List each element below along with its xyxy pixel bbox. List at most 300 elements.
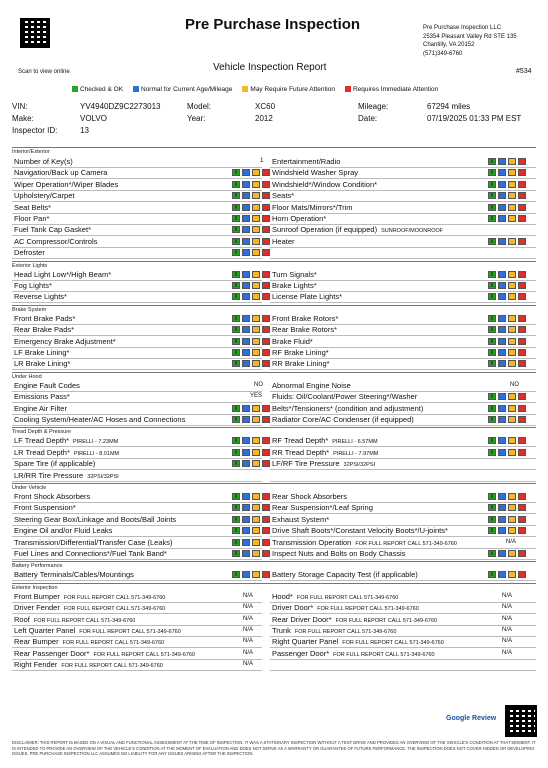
normal-status-box[interactable] <box>242 493 250 500</box>
ok-status-box[interactable]: X <box>488 504 496 511</box>
future-status-box[interactable] <box>252 338 260 345</box>
immediate-status-box[interactable] <box>262 493 270 500</box>
status-boxes <box>232 571 270 578</box>
ok-status-box[interactable]: X <box>488 349 496 356</box>
normal-status-box[interactable] <box>498 504 506 511</box>
normal-status-box[interactable] <box>498 271 506 278</box>
future-status-box[interactable] <box>252 271 260 278</box>
future-status-box[interactable] <box>252 204 260 211</box>
normal-status-box[interactable] <box>498 169 506 176</box>
row-divider <box>12 559 262 560</box>
future-status-box[interactable] <box>252 416 260 423</box>
normal-status-box[interactable] <box>498 158 506 165</box>
immediate-status-box[interactable] <box>518 527 526 534</box>
normal-status-box[interactable] <box>242 539 250 546</box>
ok-status-box[interactable]: X <box>232 349 240 356</box>
future-status-box[interactable] <box>508 493 516 500</box>
immediate-status-box[interactable] <box>518 293 526 300</box>
future-status-box[interactable] <box>508 349 516 356</box>
normal-status-box[interactable] <box>242 271 250 278</box>
normal-status-box[interactable] <box>242 326 250 333</box>
normal-status-box[interactable] <box>242 504 250 511</box>
item-label: Rear Passenger Door* <box>14 648 90 658</box>
item-label: Transmission Operation <box>272 537 352 547</box>
normal-status-box[interactable] <box>242 527 250 534</box>
normal-status-box[interactable] <box>498 516 506 523</box>
immediate-status-box[interactable] <box>518 326 526 333</box>
ok-status-box[interactable]: X <box>232 437 240 444</box>
ok-status-box[interactable]: X <box>232 249 240 256</box>
ok-status-box[interactable]: X <box>488 282 496 289</box>
ok-status-box[interactable]: X <box>232 550 240 557</box>
item-label: Front Suspension* <box>14 503 76 513</box>
ok-status-box[interactable]: X <box>232 449 240 456</box>
immediate-status-box[interactable] <box>518 493 526 500</box>
immediate-status-box[interactable] <box>262 405 270 412</box>
future-status-box[interactable] <box>252 181 260 188</box>
future-status-box[interactable] <box>508 437 516 444</box>
item-value: YES <box>250 393 263 400</box>
status-boxes <box>488 326 526 333</box>
normal-status-box[interactable] <box>242 192 250 199</box>
immediate-status-box[interactable] <box>262 249 270 256</box>
future-status-box[interactable] <box>252 550 260 557</box>
future-status-box[interactable] <box>508 516 516 523</box>
item-value: N/A <box>243 649 254 656</box>
item-label: Floor Pan* <box>14 214 50 223</box>
future-status-box[interactable] <box>508 315 516 322</box>
ok-status-box[interactable]: X <box>488 181 496 188</box>
ok-status-box[interactable]: X <box>488 204 496 211</box>
ok-status-box[interactable]: X <box>232 493 240 500</box>
immediate-status-box[interactable] <box>518 360 526 367</box>
immediate-status-box[interactable] <box>518 449 526 456</box>
item-label: Seats* <box>272 191 295 201</box>
immediate-status-box[interactable] <box>262 516 270 523</box>
normal-status-box[interactable] <box>242 338 250 345</box>
immediate-status-box[interactable] <box>262 293 270 300</box>
ok-status-box[interactable]: X <box>488 550 496 557</box>
status-boxes <box>232 449 270 456</box>
immediate-status-box[interactable] <box>518 405 526 412</box>
google-qr-icon[interactable] <box>505 705 537 737</box>
immediate-status-box[interactable] <box>518 504 526 511</box>
immediate-status-box[interactable] <box>262 226 270 233</box>
model-value: XC60 <box>255 102 276 111</box>
ok-status-box[interactable]: X <box>232 360 240 367</box>
ok-status-box[interactable]: X <box>232 338 240 345</box>
inspection-item <box>14 414 185 425</box>
future-status-box[interactable] <box>508 169 516 176</box>
future-status-box[interactable] <box>508 360 516 367</box>
status-boxes <box>232 169 270 176</box>
future-status-box[interactable] <box>508 504 516 511</box>
ok-status-box[interactable]: X <box>488 571 496 578</box>
immediate-status-box[interactable] <box>262 215 270 222</box>
status-boxes <box>232 181 270 188</box>
item-label: Roof <box>14 614 30 624</box>
immediate-status-box[interactable] <box>262 315 270 322</box>
future-status-box[interactable] <box>252 360 260 367</box>
immediate-status-box[interactable] <box>518 349 526 356</box>
google-review-link[interactable]: Google Review <box>446 715 497 722</box>
normal-status-box[interactable] <box>242 449 250 456</box>
status-boxes <box>488 360 526 367</box>
future-status-box[interactable] <box>508 550 516 557</box>
immediate-status-box[interactable] <box>262 449 270 456</box>
item-note: 32PSI/32PSI <box>87 473 119 480</box>
immediate-status-box[interactable] <box>262 504 270 511</box>
item-label: Windshield Washer Spray <box>272 168 359 178</box>
item-value: N/A <box>243 638 254 645</box>
immediate-status-box[interactable] <box>518 338 526 345</box>
inspection-item <box>272 502 373 513</box>
normal-status-box[interactable] <box>498 571 506 578</box>
future-status-box[interactable] <box>508 326 516 333</box>
immediate-status-box[interactable] <box>518 215 526 222</box>
normal-status-box[interactable] <box>242 416 250 423</box>
item-label: Belts*/Tensioners* (condition and adjustment) <box>272 403 424 413</box>
future-status-box[interactable] <box>508 405 516 412</box>
ok-status-box[interactable]: X <box>488 238 496 245</box>
normal-status-box[interactable] <box>242 571 250 578</box>
future-status-box[interactable] <box>252 405 260 412</box>
future-status-box[interactable] <box>252 293 260 300</box>
immediate-status-box[interactable] <box>262 527 270 534</box>
future-status-box[interactable] <box>508 181 516 188</box>
normal-status-box[interactable] <box>242 315 250 322</box>
immediate-status-box[interactable] <box>262 360 270 367</box>
ok-status-box[interactable]: X <box>488 158 496 165</box>
immediate-status-box[interactable] <box>518 437 526 444</box>
immediate-status-box[interactable] <box>262 349 270 356</box>
immediate-status-box[interactable] <box>262 437 270 444</box>
future-status-box[interactable] <box>252 192 260 199</box>
inspection-item <box>14 324 74 335</box>
future-status-box[interactable] <box>508 527 516 534</box>
status-boxes <box>232 226 270 233</box>
normal-status-box[interactable] <box>498 349 506 356</box>
future-status-box[interactable] <box>252 226 260 233</box>
future-status-box[interactable] <box>508 293 516 300</box>
normal-status-box[interactable] <box>242 460 250 467</box>
future-status-box[interactable] <box>252 539 260 546</box>
ok-status-box[interactable]: X <box>488 338 496 345</box>
ok-status-box[interactable]: X <box>488 326 496 333</box>
immediate-status-box[interactable] <box>518 571 526 578</box>
item-label: Exhaust System* <box>272 514 330 524</box>
status-boxes <box>488 238 526 245</box>
future-status-box[interactable] <box>508 416 516 423</box>
ok-status-box[interactable]: X <box>232 181 240 188</box>
status-boxes <box>488 527 526 534</box>
inspector-label: Inspector ID: <box>12 126 58 135</box>
immediate-status-box[interactable] <box>262 460 270 467</box>
normal-status-box[interactable] <box>242 437 250 444</box>
inspection-item <box>14 502 76 513</box>
immediate-status-box[interactable] <box>262 282 270 289</box>
future-status-box[interactable] <box>508 192 516 199</box>
normal-status-box[interactable] <box>498 437 506 444</box>
ok-status-box[interactable]: X <box>232 516 240 523</box>
ok-status-box[interactable]: X <box>488 393 496 400</box>
future-status-box[interactable] <box>252 326 260 333</box>
normal-status-box[interactable] <box>242 550 250 557</box>
future-status-box[interactable] <box>252 449 260 456</box>
immediate-status-box[interactable] <box>262 204 270 211</box>
normal-status-box[interactable] <box>498 393 506 400</box>
ok-status-box[interactable]: X <box>488 416 496 423</box>
future-status-box[interactable] <box>252 249 260 256</box>
inspection-item <box>14 491 90 502</box>
ok-status-box[interactable]: X <box>488 405 496 412</box>
immediate-status-box[interactable] <box>518 158 526 165</box>
ok-status-box[interactable]: X <box>488 493 496 500</box>
item-label: Front Brake Pads* <box>14 313 76 323</box>
immediate-status-box[interactable] <box>262 571 270 578</box>
future-status-box[interactable] <box>508 238 516 245</box>
future-status-box[interactable] <box>508 338 516 345</box>
ok-status-box[interactable]: X <box>232 271 240 278</box>
immediate-status-box[interactable] <box>518 169 526 176</box>
inspection-item <box>272 358 330 369</box>
ok-status-box[interactable]: X <box>232 571 240 578</box>
item-label: Driver Door* <box>272 603 314 613</box>
item-label: LR/RR Tire Pressure <box>14 470 84 480</box>
immediate-status-box[interactable] <box>518 416 526 423</box>
future-status-box[interactable] <box>252 215 260 222</box>
item-note: FOR FULL REPORT CALL 571-349-6760 <box>63 594 166 601</box>
section-under-vehicle: Under Vehicle <box>12 483 536 491</box>
normal-status-box[interactable] <box>242 360 250 367</box>
inspection-item <box>14 347 69 358</box>
item-note: FOR FULL REPORT CALL 571-349-6760 <box>342 640 444 647</box>
future-status-box[interactable] <box>508 571 516 578</box>
normal-status-box[interactable] <box>498 282 506 289</box>
vin-label: VIN: <box>12 102 28 111</box>
ok-status-box[interactable]: X <box>232 293 240 300</box>
inspection-item <box>272 447 378 458</box>
future-status-box[interactable] <box>508 215 516 222</box>
item-note: PIRELLI - 7.97MM <box>333 450 379 457</box>
normal-status-box[interactable] <box>498 493 506 500</box>
normal-status-box[interactable] <box>498 326 506 333</box>
immediate-status-box[interactable] <box>518 550 526 557</box>
normal-status-box[interactable] <box>498 338 506 345</box>
immediate-status-box[interactable] <box>518 271 526 278</box>
future-status-box[interactable] <box>508 449 516 456</box>
immediate-status-box[interactable] <box>518 282 526 289</box>
row-divider <box>12 247 262 248</box>
item-label: Front Bumper <box>14 591 60 601</box>
normal-status-box[interactable] <box>242 169 250 176</box>
future-status-box[interactable] <box>252 315 260 322</box>
normal-status-box[interactable] <box>242 249 250 256</box>
normal-status-box[interactable] <box>498 405 506 412</box>
future-status-box[interactable] <box>252 527 260 534</box>
normal-status-box[interactable] <box>498 449 506 456</box>
immediate-status-box[interactable] <box>262 338 270 345</box>
ok-status-box[interactable]: X <box>488 215 496 222</box>
item-value: N/A <box>243 615 254 622</box>
ok-status-box[interactable]: X <box>232 326 240 333</box>
immediate-status-box[interactable] <box>262 192 270 199</box>
inspection-item <box>272 313 338 324</box>
future-status-box[interactable] <box>252 460 260 467</box>
inspection-item <box>14 514 176 525</box>
ok-status-box[interactable]: X <box>232 192 240 199</box>
item-label: Battery Storage Capacity Test (if applicable) <box>272 570 418 580</box>
ok-status-box[interactable]: X <box>232 315 240 322</box>
row-divider <box>270 302 536 303</box>
legend <box>72 86 438 93</box>
normal-status-box[interactable] <box>242 516 250 523</box>
item-label: Rear Bumper <box>14 637 59 647</box>
normal-status-box[interactable] <box>242 181 250 188</box>
ok-status-box[interactable]: X <box>488 169 496 176</box>
inspection-item <box>14 280 52 291</box>
immediate-status-box[interactable] <box>518 204 526 211</box>
normal-status-box[interactable] <box>498 181 506 188</box>
future-status-box[interactable] <box>508 282 516 289</box>
immediate-status-box[interactable] <box>262 326 270 333</box>
item-label: RF Tread Depth* <box>272 436 329 446</box>
normal-status-box[interactable] <box>242 282 250 289</box>
exterior-item <box>14 614 135 625</box>
inspection-item <box>272 224 443 235</box>
ok-status-box[interactable]: X <box>232 416 240 423</box>
ok-status-box[interactable]: X <box>488 360 496 367</box>
item-label: Seat Belts* <box>14 202 52 212</box>
item-note: FOR FULL REPORT CALL 571-349-6760 <box>61 663 163 670</box>
row-divider <box>12 369 262 370</box>
report-number: #534 <box>516 68 532 75</box>
ok-status-box[interactable]: X <box>488 527 496 534</box>
future-status-box[interactable] <box>252 437 260 444</box>
ok-status-box[interactable]: X <box>488 192 496 199</box>
ok-status-box[interactable]: X <box>232 215 240 222</box>
ok-status-box[interactable]: X <box>232 169 240 176</box>
inspection-item <box>272 458 375 469</box>
ok-status-box[interactable]: X <box>488 449 496 456</box>
immediate-status-box[interactable] <box>262 181 270 188</box>
status-boxes <box>232 204 270 211</box>
normal-status-box[interactable] <box>498 550 506 557</box>
ok-status-box[interactable]: X <box>232 539 240 546</box>
item-note: SUNROOF/MOONROOF <box>381 228 444 235</box>
ok-status-box[interactable]: X <box>488 315 496 322</box>
ok-status-box[interactable]: X <box>488 271 496 278</box>
normal-status-box[interactable] <box>498 360 506 367</box>
item-label: Heater <box>272 236 295 246</box>
blue-swatch-icon <box>133 86 139 92</box>
future-status-box[interactable] <box>252 493 260 500</box>
item-value: N/A <box>502 649 513 656</box>
immediate-status-box[interactable] <box>518 315 526 322</box>
future-status-box[interactable] <box>252 282 260 289</box>
row-divider <box>270 670 536 671</box>
item-label: Driver Fender <box>14 603 60 613</box>
immediate-status-box[interactable] <box>518 192 526 199</box>
immediate-status-box[interactable] <box>262 238 270 245</box>
normal-status-box[interactable] <box>498 204 506 211</box>
ok-status-box[interactable]: X <box>488 293 496 300</box>
normal-status-box[interactable] <box>498 215 506 222</box>
future-status-box[interactable] <box>252 238 260 245</box>
company-address: 25354 Pleasant Valley Rd STE 135 <box>423 33 517 40</box>
future-status-box[interactable] <box>252 169 260 176</box>
ok-status-box[interactable]: X <box>232 504 240 511</box>
normal-status-box[interactable] <box>498 315 506 322</box>
immediate-status-box[interactable] <box>262 539 270 546</box>
ok-status-box[interactable]: X <box>232 527 240 534</box>
immediate-status-box[interactable] <box>262 416 270 423</box>
inspection-item <box>272 514 329 525</box>
item-value: N/A <box>243 604 254 611</box>
item-label: Left Quarter Panel <box>14 626 76 635</box>
future-status-box[interactable] <box>508 393 516 400</box>
normal-status-box[interactable] <box>242 215 250 222</box>
item-note: PIRELLI - 6.57MM <box>332 439 378 446</box>
item-label: Defroster <box>14 248 45 258</box>
row-divider <box>270 659 536 660</box>
future-status-box[interactable] <box>508 271 516 278</box>
immediate-status-box[interactable] <box>518 393 526 400</box>
item-label: Brake Fluid* <box>272 336 313 346</box>
ok-status-box[interactable]: X <box>232 282 240 289</box>
normal-status-box[interactable] <box>498 192 506 199</box>
item-label: Windshield*/Window Condition* <box>272 179 378 189</box>
normal-status-box[interactable] <box>498 293 506 300</box>
immediate-status-box[interactable] <box>262 271 270 278</box>
future-status-box[interactable] <box>252 571 260 578</box>
normal-status-box[interactable] <box>498 238 506 245</box>
ok-status-box[interactable]: X <box>488 437 496 444</box>
normal-status-box[interactable] <box>242 226 250 233</box>
row-divider <box>12 481 262 482</box>
immediate-status-box[interactable] <box>518 181 526 188</box>
normal-status-box[interactable] <box>242 293 250 300</box>
future-status-box[interactable] <box>508 204 516 211</box>
ok-status-box[interactable]: X <box>232 405 240 412</box>
future-status-box[interactable] <box>252 516 260 523</box>
future-status-box[interactable] <box>252 504 260 511</box>
immediate-status-box[interactable] <box>262 550 270 557</box>
normal-status-box[interactable] <box>242 238 250 245</box>
ok-status-box[interactable]: X <box>232 238 240 245</box>
inspection-item <box>14 156 73 167</box>
normal-status-box[interactable] <box>242 349 250 356</box>
ok-status-box[interactable]: X <box>488 516 496 523</box>
status-boxes <box>488 516 526 523</box>
ok-status-box[interactable]: X <box>232 460 240 467</box>
normal-status-box[interactable] <box>242 405 250 412</box>
future-status-box[interactable] <box>508 158 516 165</box>
immediate-status-box[interactable] <box>518 238 526 245</box>
normal-status-box[interactable] <box>498 527 506 534</box>
ok-status-box[interactable]: X <box>232 226 240 233</box>
future-status-box[interactable] <box>252 349 260 356</box>
normal-status-box[interactable] <box>498 416 506 423</box>
immediate-status-box[interactable] <box>518 516 526 523</box>
normal-status-box[interactable] <box>242 204 250 211</box>
ok-status-box[interactable]: X <box>232 204 240 211</box>
exterior-item <box>272 614 437 625</box>
qr-code-icon[interactable] <box>20 18 50 48</box>
item-label: Engine Fault Codes <box>14 380 80 390</box>
status-boxes <box>488 571 526 578</box>
immediate-status-box[interactable] <box>262 169 270 176</box>
